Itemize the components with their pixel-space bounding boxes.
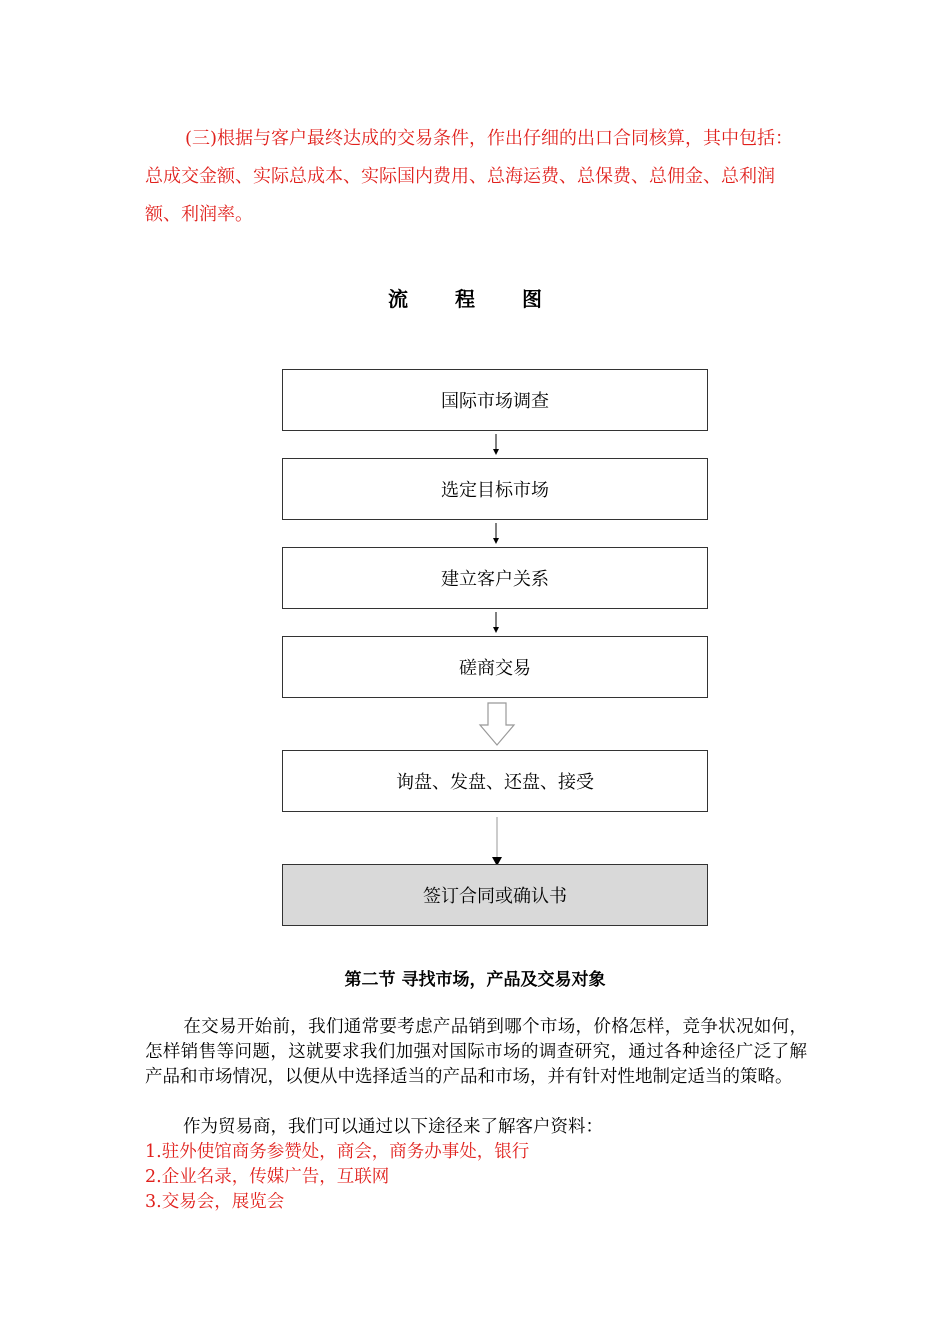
list-item: 1.驻外使馆商务参赞处，商会，商务办事处，银行	[145, 1142, 530, 1162]
list-item: 2.企业名录，传媒广告，互联网	[145, 1167, 390, 1187]
section-paragraph	[145, 1015, 807, 1090]
down-arrow-icon	[490, 609, 502, 637]
sources-intro	[145, 1115, 603, 1140]
list-item: 3.交易会，展览会	[145, 1192, 285, 1212]
down-arrow-icon	[490, 815, 504, 867]
intro-text: (三)根据与客户最终达成的交易条件，作出仔细的出口合同核算，其中包括：总成交金额、实际总成本、实际国内费用、总海运费、总保费、总佣金、总利润额、利润率。	[145, 128, 794, 225]
flow-step-offers: 询盘、发盘、还盘、接受	[282, 750, 708, 812]
hollow-down-arrow-icon	[478, 701, 516, 747]
flow-step-select-market: 选定目标市场	[282, 458, 708, 520]
intro-paragraph	[145, 120, 807, 234]
flow-step-build-relations: 建立客户关系	[282, 547, 708, 609]
down-arrow-icon	[490, 431, 502, 459]
paragraph-text: 在交易开始前，我们通常要考虑产品销到哪个市场，价格怎样，竞争状况如何，怎样销售等问题，这就要求我们加强对国际市场的调查研究，通过各种途径广泛了解产品和市场情况，以便从中选择适当的产品和市场，并有针对性地制定适当的策略。	[145, 1017, 807, 1087]
section-title: 第二节 寻找市场，产品及交易对象	[344, 970, 606, 990]
flow-step-sign-contract: 签订合同或确认书	[282, 864, 708, 926]
down-arrow-icon	[490, 520, 502, 548]
flow-step-market-research: 国际市场调查	[282, 369, 708, 431]
sources-intro-text: 作为贸易商，我们可以通过以下途径来了解客户资料：	[183, 1117, 603, 1137]
flowchart-title: 流 程 图	[388, 287, 562, 311]
flow-step-negotiation: 磋商交易	[282, 636, 708, 698]
